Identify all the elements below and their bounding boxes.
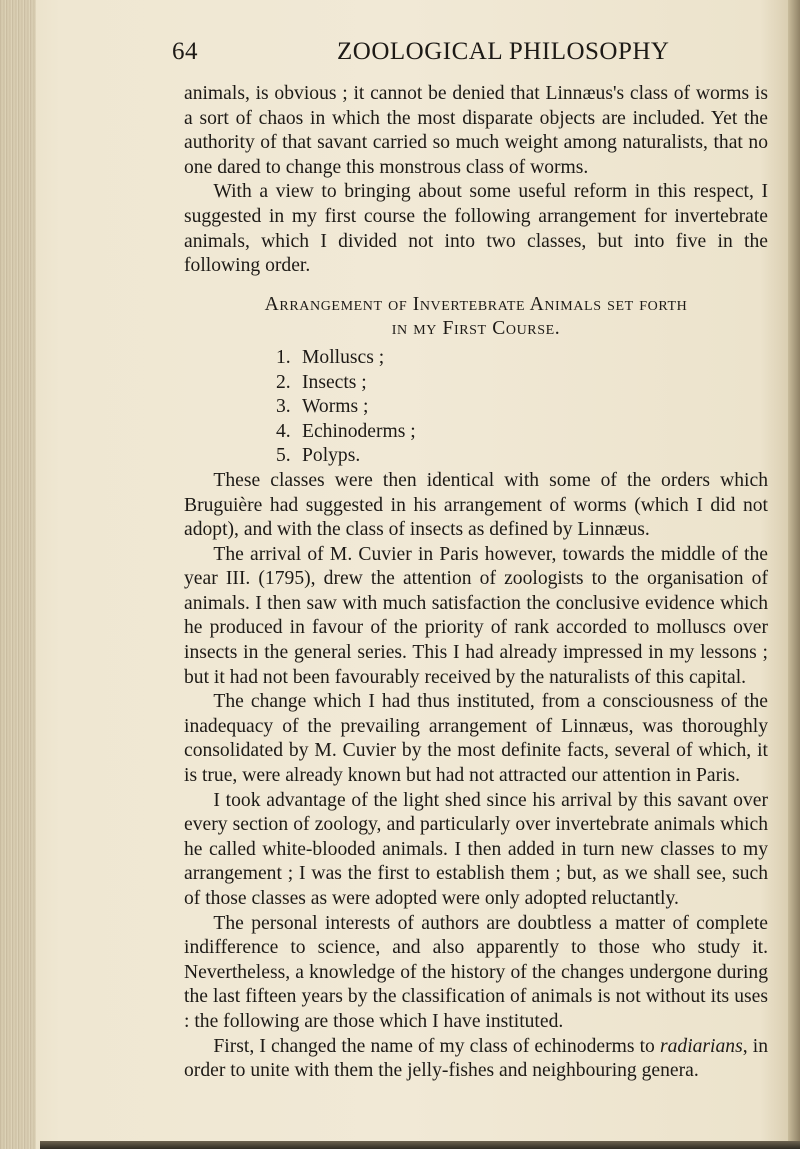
paragraph — [184, 1035, 768, 1084]
list-item — [276, 420, 768, 445]
list-item-number: 5. — [276, 445, 291, 467]
list-item — [276, 346, 768, 371]
list-item — [276, 444, 768, 469]
paragraph: The change which I had thus instituted, from a consciousness of the inadequacy of the prevailing arrangement of Linnæus, was thoroughly consolidated by M. Cuvier by the most definite facts, several of which, it is true, were already known but had not attracted our attention in Paris. — [184, 691, 768, 787]
paragraph-text: , in order to unite with them the jelly-fishes and neighbouring genera. — [184, 1035, 768, 1082]
page-edge-right — [788, 0, 800, 1149]
list-item-label: Echinoderms ; — [302, 420, 416, 442]
body-text — [184, 82, 768, 1084]
list-item-number: 4. — [276, 420, 291, 442]
list-item-number: 2. — [276, 371, 291, 393]
page-number: 64 — [172, 38, 198, 65]
page-edge-bottom — [40, 1141, 800, 1149]
list-item-label: Molluscs ; — [302, 346, 385, 368]
paragraph: These classes were then identical with some of the orders which Bruguière had suggested in his arrangement of worms (which I did not adopt), and with the class of insects as defined by Linnæus. — [184, 469, 768, 541]
section-heading-line: Arrangement of Invertebrate Animals set forth — [264, 293, 688, 315]
list-item-label: Polyps. — [302, 445, 361, 467]
paragraph: The personal interests of authors are doubtless a matter of complete indifference to science, and also apparently to those who study it. Nevertheless, a knowledge of the history of the changes undergone during the last fifteen years by the classification of animals is not without its uses : the following are those which I have instituted. — [184, 912, 768, 1032]
list-item — [276, 395, 768, 420]
running-title: ZOOLOGICAL PHILOSOPHY — [337, 38, 670, 65]
section-heading — [184, 293, 768, 342]
paragraph-text: First, I changed the name of my class of echinoderms to — [213, 1035, 660, 1057]
paragraph: The arrival of M. Cuvier in Paris however, towards the middle of the year III. (1795), drew the attention of zoologists to the organisation of animals. I then saw with much satisfaction the conclusive evidence which he produced in favour of the priority of rank accorded to molluscs over insects in the general series. This I had already impressed in my lessons ; but it had not been favourably received by the naturalists of this capital. — [184, 543, 768, 688]
list-item-label: Worms ; — [302, 396, 369, 418]
list-item-number: 3. — [276, 396, 291, 418]
class-list — [276, 346, 768, 469]
list-item — [276, 371, 768, 396]
book-spine-shadow — [0, 0, 36, 1149]
list-item-number: 1. — [276, 346, 291, 368]
paragraph: With a view to bringing about some useful reform in this respect, I suggested in my first course the following arrangement for invertebrate animals, which I divided not into two classes, but into five in the following order. — [184, 181, 768, 277]
list-item-label: Insects ; — [302, 371, 367, 393]
section-heading-line: in my First Course. — [391, 318, 561, 340]
paragraph: animals, is obvious ; it cannot be denied that Linnæus's class of worms is a sort of chaos in which the most disparate objects are included. Yet the authority of that savant carried so much weight among naturalists, that no one dared to change this monstrous class of worms. — [184, 83, 768, 178]
italic-term: radiarians — [659, 1035, 743, 1057]
paragraph: I took advantage of the light shed since his arrival by this savant over every section of zoology, and particularly over invertebrate animals which he called white-blooded animals. I then added in turn new classes to my arrangement ; I was the first to establish them ; but, as we shall see, such of those classes as were adopted were only adopted reluctantly. — [184, 789, 768, 909]
